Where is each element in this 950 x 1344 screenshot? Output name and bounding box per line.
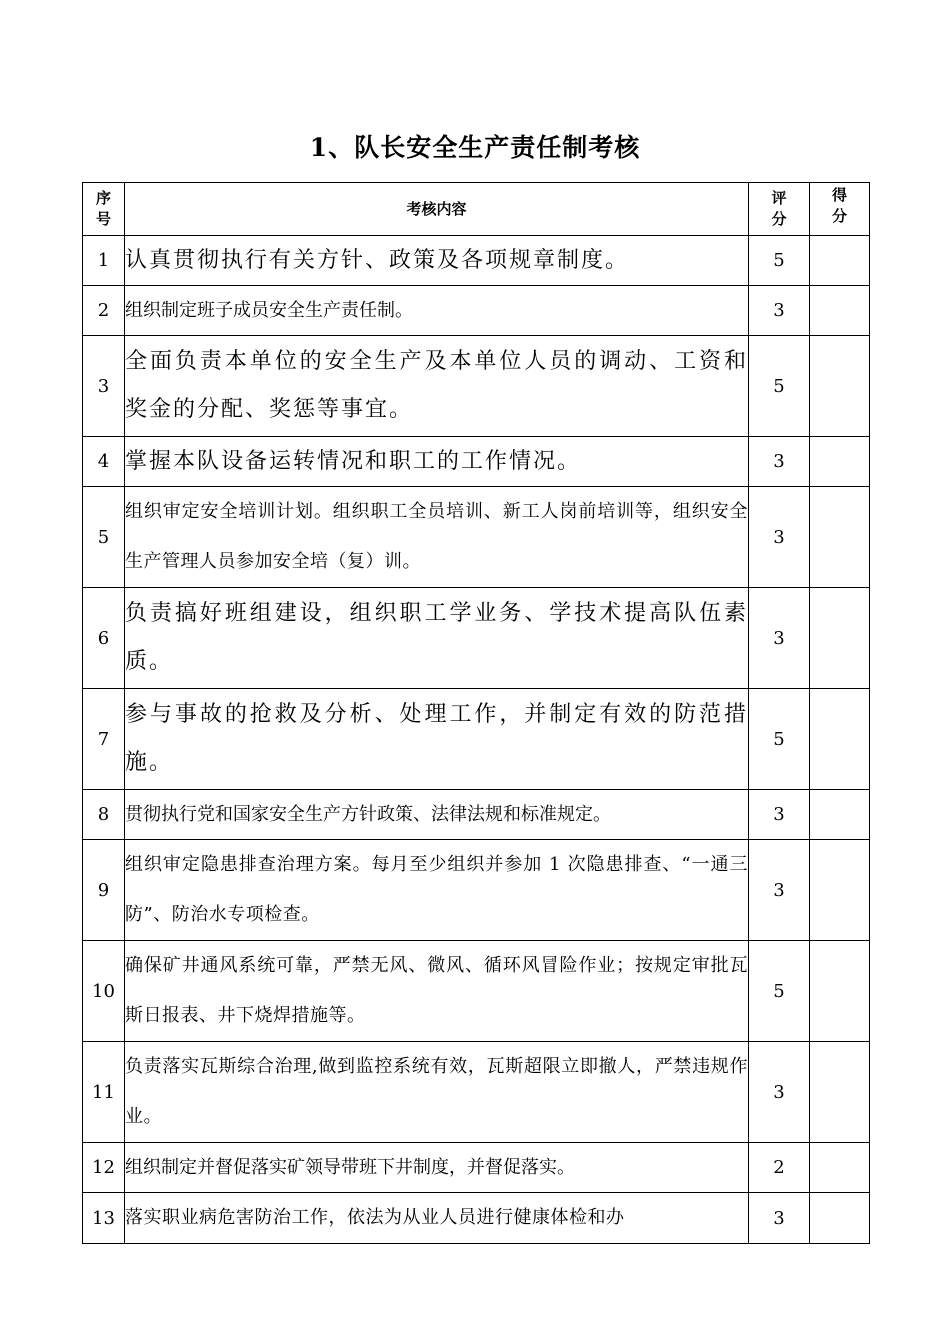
table-row [83,840,870,941]
row-got [810,1042,870,1143]
assessment-table [82,182,870,1244]
table-header-row [83,183,870,236]
row-got [810,689,870,790]
row-score: 2 [749,1143,810,1193]
row-got [810,1193,870,1244]
row-score: 3 [749,588,810,689]
row-score: 3 [749,1193,810,1244]
row-no: 5 [83,487,125,588]
row-content: 组织制定班子成员安全生产责任制。 [125,286,749,336]
table-row [83,236,870,286]
row-score: 3 [749,487,810,588]
row-no: 2 [83,286,125,336]
row-score: 5 [749,236,810,286]
table-row [83,1143,870,1193]
row-content: 组织审定安全培训计划。组织职工全员培训、新工人岗前培训等，组织安全生产管理人员参加安全培（复）训。 [125,487,749,588]
row-no: 11 [83,1042,125,1143]
header-no-label: 序号 [95,189,111,228]
row-no: 4 [83,437,125,487]
row-score: 5 [749,689,810,790]
row-score: 3 [749,790,810,840]
row-no: 1 [83,236,125,286]
row-got [810,336,870,437]
row-no: 12 [83,1143,125,1193]
row-score: 3 [749,1042,810,1143]
row-no: 10 [83,941,125,1042]
row-content: 落实职业病危害防治工作，依法为从业人员进行健康体检和办 [125,1193,749,1244]
row-got [810,840,870,941]
header-score [749,183,810,236]
row-score: 3 [749,437,810,487]
row-no: 9 [83,840,125,941]
row-content: 组织审定隐患排查治理方案。每月至少组织并参加 1 次隐患排查、“一通三防”、防治水专项检查。 [125,840,749,941]
row-got [810,790,870,840]
header-score-label: 评分 [771,189,787,228]
table-row [83,336,870,437]
table-row [83,1042,870,1143]
row-content: 负责搞好班组建设，组织职工学业务、学技术提高队伍素质。 [125,588,749,689]
row-no: 13 [83,1193,125,1244]
row-score: 3 [749,840,810,941]
table-row [83,286,870,336]
row-content: 确保矿井通风系统可靠，严禁无风、微风、循环风冒险作业；按规定审批瓦斯日报表、井下烧焊措施等。 [125,941,749,1042]
table-row [83,588,870,689]
row-got [810,236,870,286]
page-title: 1、队长安全生产责任制考核 [309,133,641,162]
row-got [810,286,870,336]
row-no: 6 [83,588,125,689]
row-content: 参与事故的抢救及分析、处理工作，并制定有效的防范措施。 [125,689,749,790]
row-no: 3 [83,336,125,437]
header-content: 考核内容 [125,183,749,236]
row-got [810,588,870,689]
row-no: 7 [83,689,125,790]
header-got [810,183,870,236]
row-no: 8 [83,790,125,840]
table-row [83,437,870,487]
table-row [83,689,870,790]
row-content: 全面负责本单位的安全生产及本单位人员的调动、工资和奖金的分配、奖惩等事宜。 [125,336,749,437]
row-got [810,487,870,588]
row-content: 掌握本队设备运转情况和职工的工作情况。 [125,437,749,487]
row-score: 3 [749,286,810,336]
row-got [810,1143,870,1193]
table-row [83,1193,870,1244]
header-no [83,183,125,236]
row-content: 认真贯彻执行有关方针、政策及各项规章制度。 [125,236,749,286]
row-score: 5 [749,336,810,437]
table-row [83,790,870,840]
header-got-label: 得分 [831,186,847,225]
row-score: 5 [749,941,810,1042]
table-row [83,487,870,588]
row-content: 组织制定并督促落实矿领导带班下井制度，并督促落实。 [125,1143,749,1193]
table-row [83,941,870,1042]
row-content: 贯彻执行党和国家安全生产方针政策、法律法规和标准规定。 [125,790,749,840]
row-got [810,941,870,1042]
row-got [810,437,870,487]
row-content: 负责落实瓦斯综合治理,做到监控系统有效，瓦斯超限立即撤人，严禁违规作业。 [125,1042,749,1143]
